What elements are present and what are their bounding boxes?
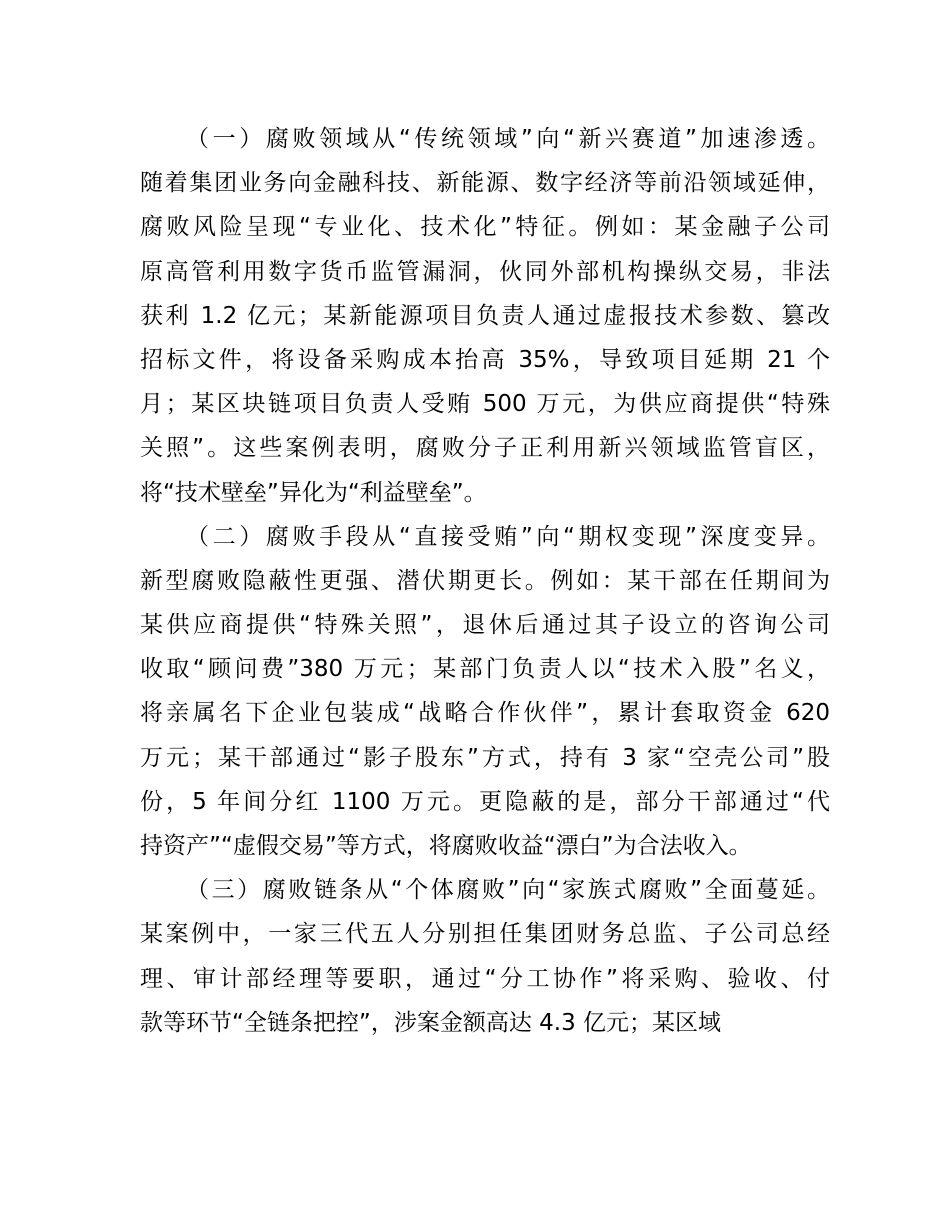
paragraph-2-line-5: 将亲属名下企业包装成“战略合作伙伴”，累计套取资金 620 xyxy=(140,700,830,727)
paragraph-1 xyxy=(140,117,830,515)
paragraph-1-line-7: 月；某区块链项目负责人受贿 500 万元，为供应商提供“特殊 xyxy=(140,391,830,418)
paragraph-2-line-8: 持资产”“虚假交易”等方式，将腐败收益“漂白”为合法收入。 xyxy=(140,833,752,859)
paragraph-3-line-4: 款等环节“全链条把控”，涉案金额高达 4.3 亿元；某区域 xyxy=(140,1009,722,1036)
paragraph-1-line-9: 将“技术壁垒”异化为“利益壁垒”。 xyxy=(140,479,487,506)
paragraph-1-line-1: （一）腐败领域从“传统领域”向“新兴赛道”加速渗透。 xyxy=(186,126,830,152)
paragraph-2 xyxy=(140,515,830,869)
paragraph-2-line-1: （二）腐败手段从“直接受贿”向“期权变现”深度变异。 xyxy=(186,523,830,550)
paragraph-2-line-3: 某供应商提供“特殊关照”，退休后通过其子设立的咨询公司 xyxy=(140,612,830,639)
document-body xyxy=(140,117,830,1045)
paragraph-2-line-6: 万元；某干部通过“影子股东”方式，持有 3 家“空壳公司”股 xyxy=(140,744,830,771)
paragraph-1-line-6: 招标文件，将设备采购成本抬高 35%，导致项目延期 21 个 xyxy=(140,346,830,373)
paragraph-2-line-7: 份，5 年间分红 1100 万元。更隐蔽的是，部分干部通过“代 xyxy=(140,788,830,815)
paragraph-1-line-4: 原高管利用数字货币监管漏洞，伙同外部机构操纵交易，非法 xyxy=(140,258,830,285)
paragraph-3-line-1: （三）腐败链条从“个体腐败”向“家族式腐败”全面蔓延。 xyxy=(186,877,830,904)
paragraph-1-line-5: 获利 1.2 亿元；某新能源项目负责人通过虚报技术参数、篡改 xyxy=(140,302,830,329)
paragraph-3 xyxy=(140,868,830,1045)
paragraph-3-line-2: 某案例中，一家三代五人分别担任集团财务总监、子公司总经 xyxy=(140,921,830,948)
paragraph-1-line-8: 关照”。这些案例表明，腐败分子正利用新兴领域监管盲区， xyxy=(140,435,830,462)
paragraph-1-line-3: 腐败风险呈现“专业化、技术化”特征。例如：某金融子公司 xyxy=(140,214,830,241)
paragraph-3-line-3: 理、审计部经理等要职，通过“分工协作”将采购、验收、付 xyxy=(140,965,830,992)
paragraph-2-line-4: 收取“顾问费”380 万元；某部门负责人以“技术入股”名义， xyxy=(140,656,830,683)
paragraph-1-line-2: 随着集团业务向金融科技、新能源、数字经济等前沿领域延伸， xyxy=(140,170,830,197)
paragraph-2-line-2: 新型腐败隐蔽性更强、潜伏期更长。例如：某干部在任期间为 xyxy=(140,567,830,594)
